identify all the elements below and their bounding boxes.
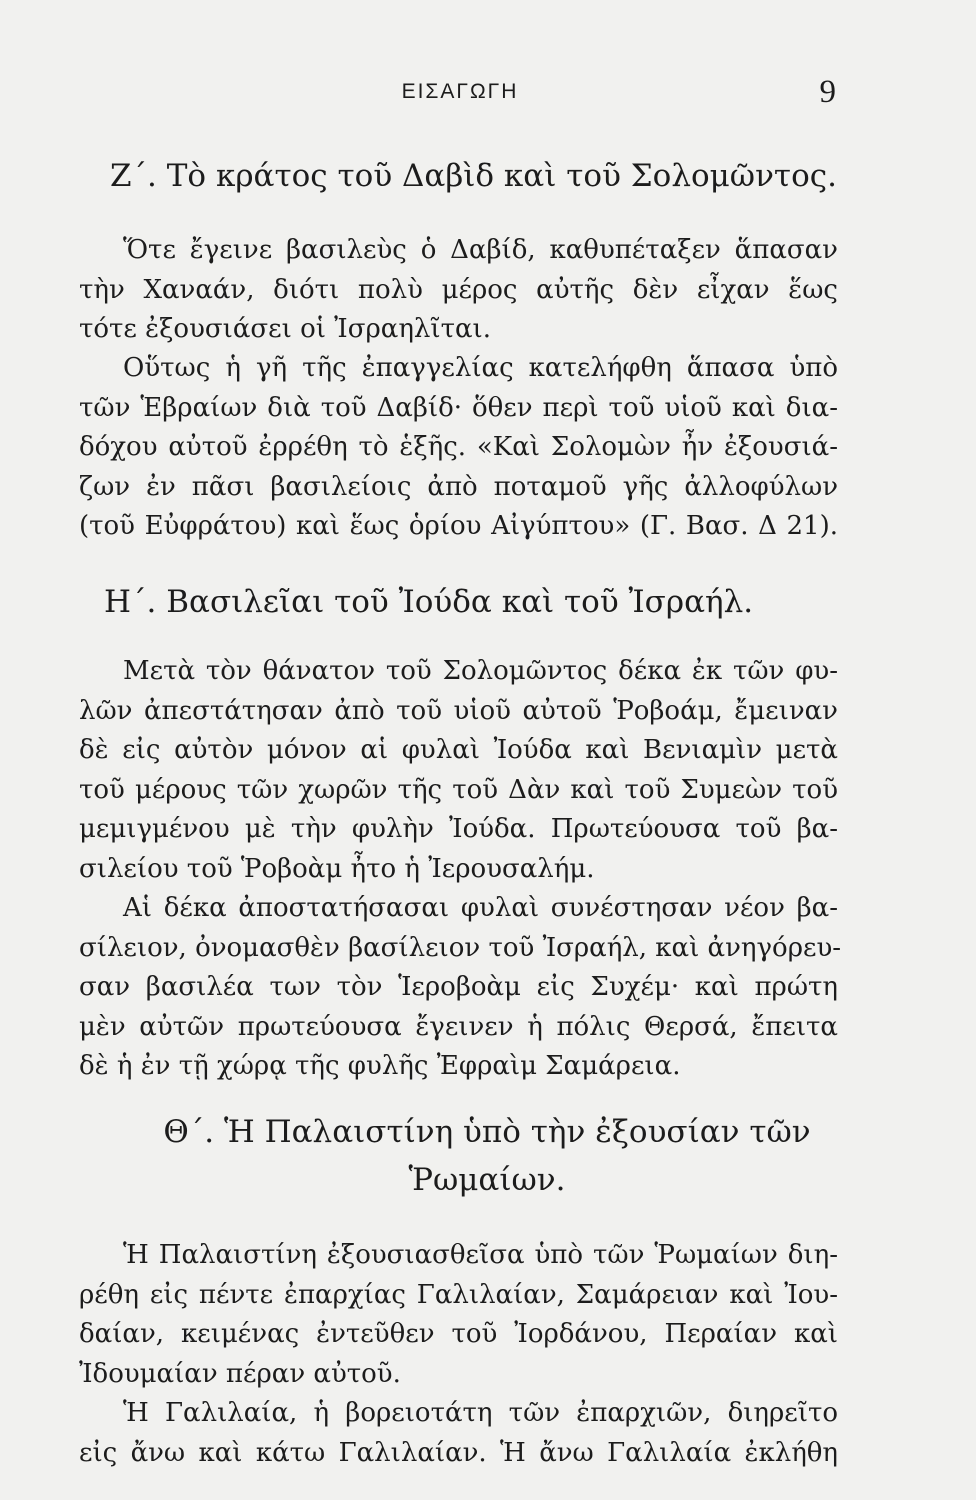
text-line: μεμιγμένου μὲ τὴν φυλὴν Ἰούδα. Πρωτεύουσα τοῦ βα- [79, 814, 838, 844]
text-line: τοῦ μέρους τῶν χωρῶν τῆς τοῦ Δὰν καὶ τοῦ Συμεὼν τοῦ [79, 774, 838, 805]
text-line: δαίαν, κειμένας ἐντεῦθεν τοῦ Ἰορδάνου, Περαίαν καὶ [79, 1319, 838, 1349]
paragraph-h-1 [79, 652, 838, 889]
text-line: τότε ἐξουσιάσει οἱ Ἰσραηλῖται. [79, 314, 491, 344]
text-line: (τοῦ Εὐφράτου) καὶ ἕως ὁρίου Αἰγύπτου» (Γ. Βασ. Δ 21). [79, 511, 838, 541]
text-line: δὲ εἰς αὐτὸν μόνον αἱ φυλαὶ Ἰούδα καὶ Βενιαμὶν μετὰ [79, 735, 838, 765]
text-line: Ἡ Παλαιστίνη ἐξουσιασθεῖσα ὑπὸ τῶν Ῥωμαίων διη- [123, 1240, 838, 1270]
text-line: εἰς ἄνω καὶ κάτω Γαλιλαίαν. Ἡ ἄνω Γαλιλαία ἐκλήθη [79, 1437, 838, 1468]
page-number: 9 [819, 74, 836, 110]
text-line: δόχου αὐτοῦ ἐρρέθη τὸ ἑξῆς. «Καὶ Σολομὼν ἦν ἐξουσιά- [79, 432, 838, 462]
text-line: ρέθη εἰς πέντε ἐπαρχίας Γαλιλαίαν, Σαμάρειαν καὶ Ἰου- [79, 1279, 838, 1310]
text-line: σίλειον, ὀνομασθὲν βασίλειον τοῦ Ἰσραήλ, καὶ ἀνηγόρευ- [79, 932, 842, 963]
text-line: σιλείου τοῦ Ῥοβοὰμ ἦτο ἡ Ἰερουσαλήμ. [79, 853, 595, 884]
text-line: σαν βασιλέα των τὸν Ἱεροβοὰμ εἰς Συχέμ· καὶ πρώτη [79, 972, 838, 1002]
section-heading-th-line1: Θ΄. Ἡ Παλαιστίνη ὑπὸ τὴν ἐξουσίαν τῶν [163, 1114, 811, 1150]
running-header [80, 76, 840, 116]
text-line: Ὅτε ἔγεινε βασιλεὺς ὁ Δαβίδ, καθυπέταξεν ἅπασαν [123, 235, 838, 265]
text-line: Αἱ δέκα ἀποστατήσασαι φυλαὶ συνέστησαν νέον βα- [123, 893, 838, 923]
paragraph-th-1 [79, 1236, 838, 1394]
text-line: Μετὰ τὸν θάνατον τοῦ Σολομῶντος δέκα ἐκ τῶν φυ- [123, 656, 838, 686]
section-heading-h: Η΄. Βασιλεῖαι τοῦ Ἰούδα καὶ τοῦ Ἰσραήλ. [104, 584, 754, 620]
section-heading-z: Ζ΄. Τὸ κράτος τοῦ Δαβὶδ καὶ τοῦ Σολομῶντος. [110, 158, 837, 194]
text-line: ζων ἐν πᾶσι βασιλείοις ἀπὸ ποταμοῦ γῆς ἀλλοφύλων [79, 471, 838, 502]
paragraph-h-2 [79, 889, 842, 1087]
text-line: τῶν Ἑβραίων διὰ τοῦ Δαβίδ· ὅθεν περὶ τοῦ υἱοῦ καὶ δια- [79, 392, 838, 423]
running-header-title: ΕΙΣΑΓΩΓΗ [401, 80, 519, 103]
text-line: Οὕτως ἡ γῆ τῆς ἐπαγγελίας κατελήφθη ἅπασα ὑπὸ [123, 353, 838, 383]
text-line: λῶν ἀπεστάτησαν ἀπὸ τοῦ υἱοῦ αὐτοῦ Ῥοβοάμ, ἔμειναν [79, 695, 838, 726]
paragraph-th-2 [79, 1394, 838, 1473]
text-line: Ἡ Γαλιλαία, ἡ βορειοτάτη τῶν ἐπαρχιῶν, διηρεῖτο [123, 1398, 838, 1428]
text-line: τὴν Χαναάν, διότι πολὺ μέρος αὐτῆς δὲν εἶχαν ἕως [79, 274, 838, 305]
text-line: μὲν αὐτῶν πρωτεύουσα ἔγεινεν ἡ πόλις Θερσά, ἔπειτα [79, 1011, 838, 1042]
text-line: Ἰδουμαίαν πέραν αὐτοῦ. [79, 1358, 401, 1389]
text-line: δὲ ἡ ἐν τῇ χώρᾳ τῆς φυλῆς Ἐφραὶμ Σαμάρεια. [79, 1051, 681, 1081]
section-heading-th-line2: Ῥωμαίων. [408, 1162, 566, 1198]
paragraph-z-1 [79, 231, 838, 350]
paragraph-z-2 [79, 349, 838, 547]
